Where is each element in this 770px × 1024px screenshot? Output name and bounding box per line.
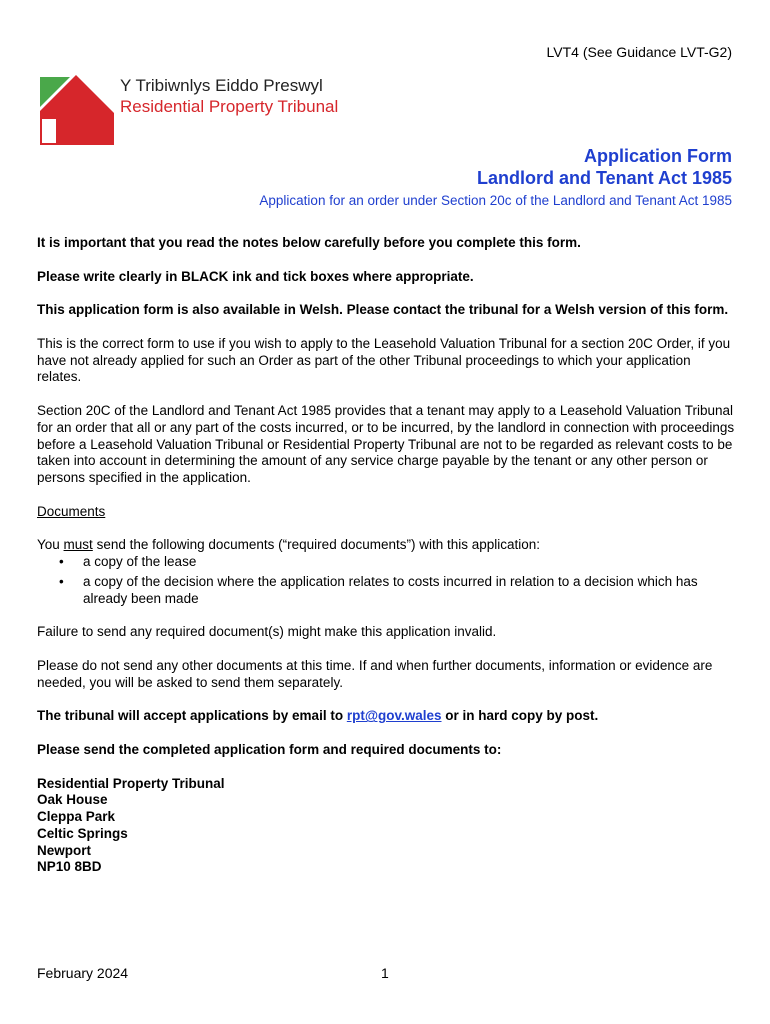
- bullet-icon: •: [59, 554, 64, 570]
- paragraph-section-20c: Section 20C of the Landlord and Tenant Act 1985 provides that a tenant may apply to a Leasehold Valuation Tribunal for an order that all or any part of the costs incurred, or to be incurred, by the landlord in connection with proceedings before a Leasehold Valuation Tribunal or Residential Property Tribunal are not to be regarded as relevant costs to be taken into account in determining the amount of any service charge payable by the tenant or any other person or persons specified in the application.: [37, 402, 735, 486]
- form-subtitle: Application for an order under Section 20c of the Landlord and Tenant Act 1985: [259, 193, 732, 208]
- tribunal-logo: [40, 73, 370, 145]
- address-line: Newport: [37, 842, 91, 858]
- bullet-icon: •: [59, 573, 64, 589]
- notice-read-carefully: It is important that you read the notes below carefully before you complete this form.: [37, 235, 581, 250]
- act-title: Landlord and Tenant Act 1985: [476, 168, 732, 188]
- list-item: • a copy of the lease: [59, 554, 197, 570]
- email-notice: The tribunal will accept applications by email to rpt@gov.wales or in hard copy by post.: [37, 708, 599, 724]
- paragraph-other-documents: Please do not send any other documents at this time. If and when further documents, information or evidence are needed, you will be asked to send them separately.: [37, 657, 713, 690]
- must-emphasis: must: [63, 537, 93, 553]
- paragraph-correct-form: This is the correct form to use if you wish to apply to the Leasehold Valuation Tribunal for a section 20C Order, if you have not already applied for such an Order as part of the other Tribunal proceedings to which your application relates.: [37, 335, 731, 385]
- form-notes: [37, 235, 737, 876]
- address-line: NP10 8BD: [37, 859, 102, 875]
- address-line: Celtic Springs: [37, 825, 128, 841]
- required-documents-list: [37, 554, 737, 607]
- notice-welsh-version: This application form is also available in Welsh. Please contact the tribunal for a Welsh version of this form.: [37, 302, 729, 318]
- house-logo-icon: [40, 73, 114, 145]
- logo-welsh-name: Y Tribiwnlys Eiddo Preswyl: [120, 76, 323, 95]
- send-to-notice: Please send the completed application form and required documents to:: [37, 741, 502, 757]
- documents-heading: Documents: [37, 503, 106, 519]
- documents-intro: You must send the following documents (“required documents”) with this application:: [37, 537, 541, 553]
- form-title: Application Form: [584, 146, 732, 166]
- paragraph-failure: Failure to send any required document(s) might make this application invalid.: [37, 624, 497, 640]
- list-item: • a copy of the decision where the application relates to costs incurred in relation to a decision which has already been made: [59, 573, 698, 606]
- form-reference: LVT4 (See Guidance LVT-G2): [546, 44, 732, 60]
- postal-address: [37, 776, 737, 877]
- email-link[interactable]: rpt@gov.wales: [346, 708, 442, 724]
- notice-black-ink: Please write clearly in BLACK ink and tick boxes where appropriate.: [37, 268, 474, 284]
- address-line: Cleppa Park: [37, 809, 116, 825]
- address-line: Oak House: [37, 792, 108, 808]
- title-block: [259, 145, 732, 208]
- page-number: 1: [381, 965, 389, 981]
- footer-date: February 2024: [37, 965, 129, 981]
- logo-english-name: Residential Property Tribunal: [120, 97, 339, 116]
- address-line: Residential Property Tribunal: [37, 775, 225, 791]
